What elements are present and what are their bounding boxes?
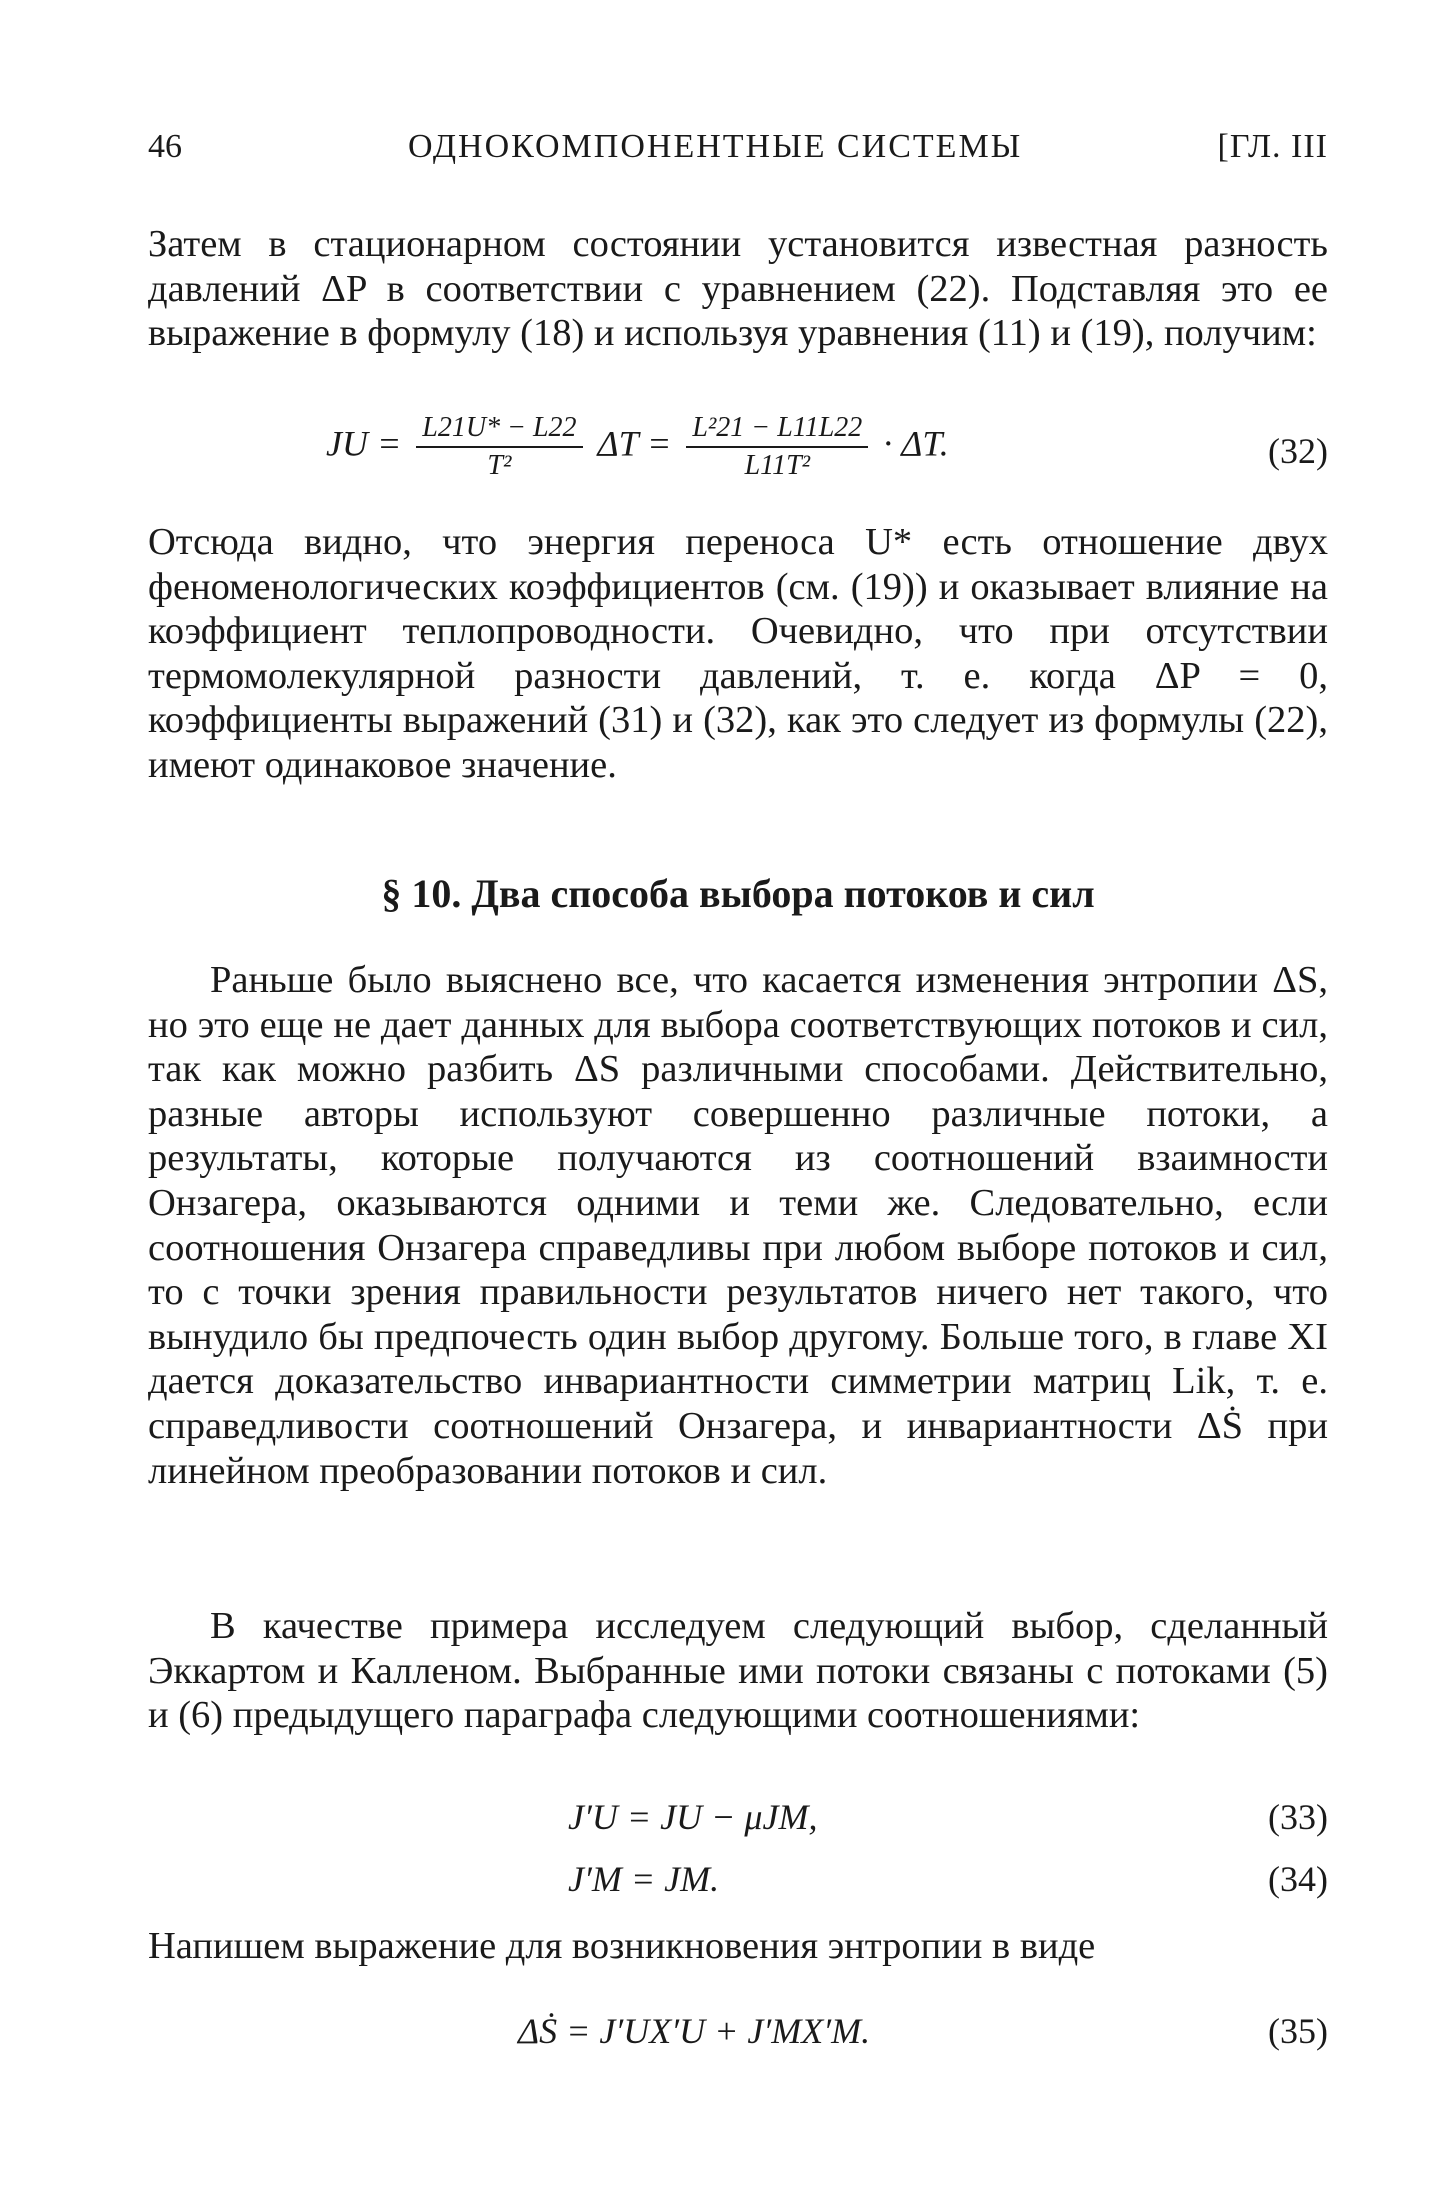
equation-32-body (326, 412, 949, 482)
equation-34-number: (34) (1268, 1859, 1328, 1899)
eq32-frac1-denominator: T² (487, 450, 512, 481)
paragraph-2: Отсюда видно, что энергия переноса U* есть отношение двух феноменологических коэффициентов (см. (19)) и оказывает влияние на коэффициент теплопроводности. Очевидно, что при отсутствии термомолекулярной разности давлений, т. е. когда ΔP = 0, коэффициенты выражений (31) и (32), как это следует из формулы (22), имеют одинаковое значение. (148, 521, 1328, 786)
paragraph-3: Раньше было выяснено все, что касается изменения энтропии ΔS, но это еще не дает данных для выбора соответствующих потоков и сил, так как можно разбить ΔS различными способами. Действительно, разные авторы используют совершенно различные потоки, а результаты, которые получаются из соотношений взаимности Онзагера, оказываются одними и теми же. Следовательно, если соотношения Онзагера справедливы при любом выборе потоков и сил, то с точки зрения правильности результатов ничего нет такого, что вынудило бы предпочесть один выбор другому. Больше того, в главе XI дается доказательство инвариантности симметрии матриц Lik, т. е. справедливости соотношений Онзагера, и инвариантности ΔṠ при линейном преобразовании потоков и сил. (148, 959, 1328, 1492)
equation-35-body: ΔṠ = J′UX′U + J′MX′M. (518, 2011, 871, 2051)
paragraph-5: Напишем выражение для возникновения энтропии в виде (148, 1925, 1096, 1967)
running-header (148, 128, 1328, 178)
section-heading: § 10. Два способа выбора потоков и сил (381, 871, 1095, 916)
equation-35-number: (35) (1268, 2011, 1328, 2051)
eq32-mid: ΔT = (597, 423, 672, 464)
eq32-fraction-2 (686, 412, 868, 482)
chapter-label: [ГЛ. III (1217, 128, 1328, 165)
equation-33 (148, 1796, 1328, 1866)
equation-33-body: J′U = JU − μJM, (568, 1797, 818, 1837)
equation-32 (148, 412, 1328, 482)
eq32-frac1-numerator: L21U* − L22 (416, 412, 582, 448)
page-number: 46 (148, 128, 182, 165)
running-title: ОДНОКОМПОНЕНТНЫЕ СИСТЕМЫ (408, 128, 1023, 165)
equation-34-body: J′M = JM. (568, 1859, 720, 1899)
paragraph-4: В качестве примера исследуем следующий выбор, сделанный Эккартом и Калленом. Выбранные ими потоки связаны с потоками (5) и (6) предыдущего параграфа следующими соотношениями: (148, 1605, 1328, 1737)
equation-35 (148, 2010, 1328, 2080)
equation-33-number: (33) (1268, 1797, 1328, 1837)
equation-32-number: (32) (1268, 431, 1328, 471)
paragraph-1: Затем в стационарном состоянии установится известная разность давлений ΔP в соответствии с уравнением (22). Подставляя это ее выражение в формулу (18) и используя уравнения (11) и (19), получим: (148, 223, 1328, 355)
eq32-lhs: JU = (326, 423, 402, 464)
eq32-tail: · ΔT. (883, 423, 949, 464)
equation-34 (148, 1858, 1328, 1928)
eq32-frac2-numerator: L²21 − L11L22 (686, 412, 868, 448)
eq32-fraction-1 (416, 412, 582, 482)
eq32-frac2-denominator: L11T² (744, 450, 811, 481)
